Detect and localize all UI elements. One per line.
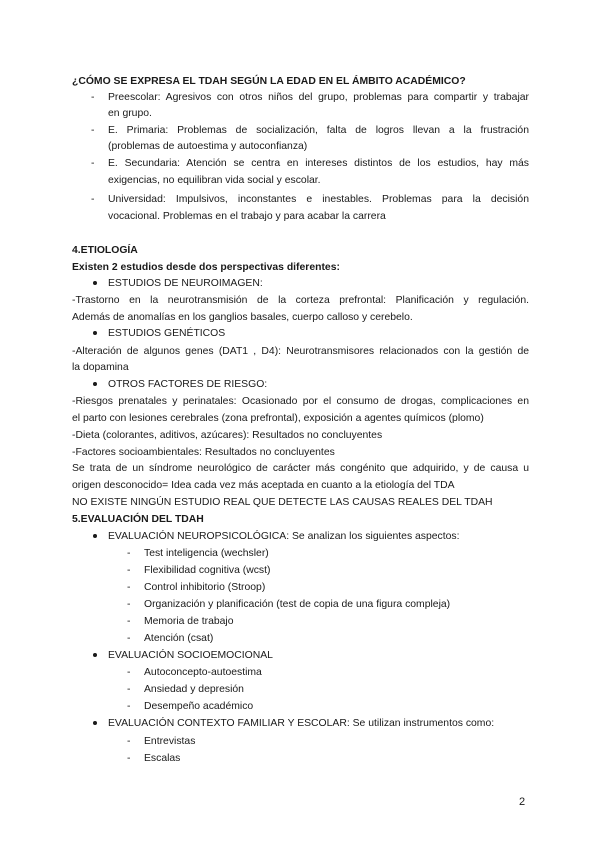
- dash-bullet: -: [127, 548, 131, 559]
- list-item: E. Primaria: Problemas de socialización, falta de logros llevan a la frustración: [108, 125, 529, 136]
- subsection-title: ESTUDIOS GENÉTICOS: [108, 328, 226, 339]
- list-item: Desempeño académico: [144, 701, 254, 712]
- subsection-title: EVALUACIÓN CONTEXTO FAMILIAR Y ESCOLAR: Se utilizan instrumentos como:: [108, 718, 495, 729]
- list-item: Escalas: [144, 753, 181, 764]
- body-text: -Dieta (colorantes, aditivos, azúcares): Resultados no concluyentes: [72, 430, 383, 441]
- list-item: Organización y planificación (test de copia de una figura compleja): [144, 599, 451, 610]
- section-heading: 5.EVALUACIÓN DEL TDAH: [72, 514, 204, 525]
- body-text: origen desconocido= Idea cada vez más aceptada en cuanto a la etiología del TDA: [72, 480, 455, 491]
- dash-bullet: -: [91, 158, 95, 169]
- list-item: Ansiedad y depresión: [144, 684, 244, 695]
- dash-bullet: -: [127, 565, 131, 576]
- body-text: -Riesgos prenatales y perinatales: Ocasionado por el consumo de drogas, complicaciones en: [72, 396, 529, 407]
- section-heading: 4.ETIOLOGÍA: [72, 245, 138, 256]
- list-item: E. Secundaria: Atención se centra en intereses distintos de los estudios, hay más: [108, 158, 529, 169]
- body-text: Además de anomalías en los ganglios basales, cuerpo calloso y cerebelo.: [72, 312, 413, 323]
- body-text: -Trastorno en la neurotransmisión de la corteza prefrontal: Planificación y regulación.: [72, 295, 529, 306]
- dash-bullet: -: [127, 701, 131, 712]
- dash-bullet: -: [127, 599, 131, 610]
- subsection-title: ESTUDIOS DE NEUROIMAGEN:: [108, 278, 263, 289]
- dash-bullet: -: [127, 633, 131, 644]
- dash-bullet: -: [127, 753, 131, 764]
- body-text: -Alteración de algunos genes (DAT1 , D4): Neurotransmisores relacionados con la gestión de: [72, 346, 529, 357]
- body-text: -Factores socioambientales: Resultados no concluyentes: [72, 447, 335, 458]
- body-text: el parto con lesiones cerebrales (zona prefrontal), exposición a agentes químicos (plomo): [72, 413, 484, 424]
- list-item-cont: en grupo.: [108, 108, 152, 119]
- list-item-cont: exigencias, no equilibran vida social y escolar.: [108, 175, 321, 186]
- body-text: la dopamina: [72, 362, 129, 373]
- list-item: Memoria de trabajo: [144, 616, 234, 627]
- body-text: Se trata de un síndrome neurológico de carácter más congénito que adquirido, y de causa u: [72, 463, 529, 474]
- list-item: Universidad: Impulsivos, inconstantes e inestables. Problemas para la decisión: [108, 194, 529, 205]
- list-item: Control inhibitorio (Stroop): [144, 582, 266, 593]
- subsection-title: EVALUACIÓN SOCIOEMOCIONAL: [108, 650, 273, 661]
- list-item: Flexibilidad cognitiva (wcst): [144, 565, 271, 576]
- dash-bullet: -: [91, 92, 95, 103]
- dash-bullet: -: [91, 125, 95, 136]
- list-item-cont: (problemas de autoestima y autoconfianza): [108, 141, 308, 152]
- list-item: Test inteligencia (wechsler): [144, 548, 269, 559]
- dash-bullet: -: [127, 582, 131, 593]
- dash-bullet: -: [91, 194, 95, 205]
- dash-bullet: -: [127, 667, 131, 678]
- list-item: Atención (csat): [144, 633, 214, 644]
- dash-bullet: -: [127, 684, 131, 695]
- dash-bullet: -: [127, 736, 131, 747]
- notice-text: NO EXISTE NINGÚN ESTUDIO REAL QUE DETECTE LAS CAUSAS REALES DEL TDAH: [72, 497, 493, 508]
- list-item: Autoconcepto-autoestima: [144, 667, 262, 678]
- bullet-dot: [93, 331, 97, 335]
- bullet-dot: [93, 721, 97, 725]
- bullet-dot: [93, 653, 97, 657]
- subsection-title: OTROS FACTORES DE RIESGO:: [108, 379, 268, 390]
- bullet-dot: [93, 281, 97, 285]
- list-item-cont: vocacional. Problemas en el trabajo y para acabar la carrera: [108, 211, 386, 222]
- bullet-dot: [93, 382, 97, 386]
- section-heading: ¿CÓMO SE EXPRESA EL TDAH SEGÚN LA EDAD EN EL ÁMBITO ACADÉMICO?: [72, 76, 466, 87]
- subsection-title: EVALUACIÓN NEUROPSICOLÓGICA: Se analizan los siguientes aspectos:: [108, 531, 460, 542]
- page-number: 2: [519, 796, 526, 808]
- intro-text: Existen 2 estudios desde dos perspectivas diferentes:: [72, 262, 340, 273]
- dash-bullet: -: [127, 616, 131, 627]
- bullet-dot: [93, 534, 97, 538]
- list-item: Entrevistas: [144, 736, 196, 747]
- list-item: Preescolar: Agresivos con otros niños del grupo, problemas para compartir y trabajar: [108, 92, 529, 103]
